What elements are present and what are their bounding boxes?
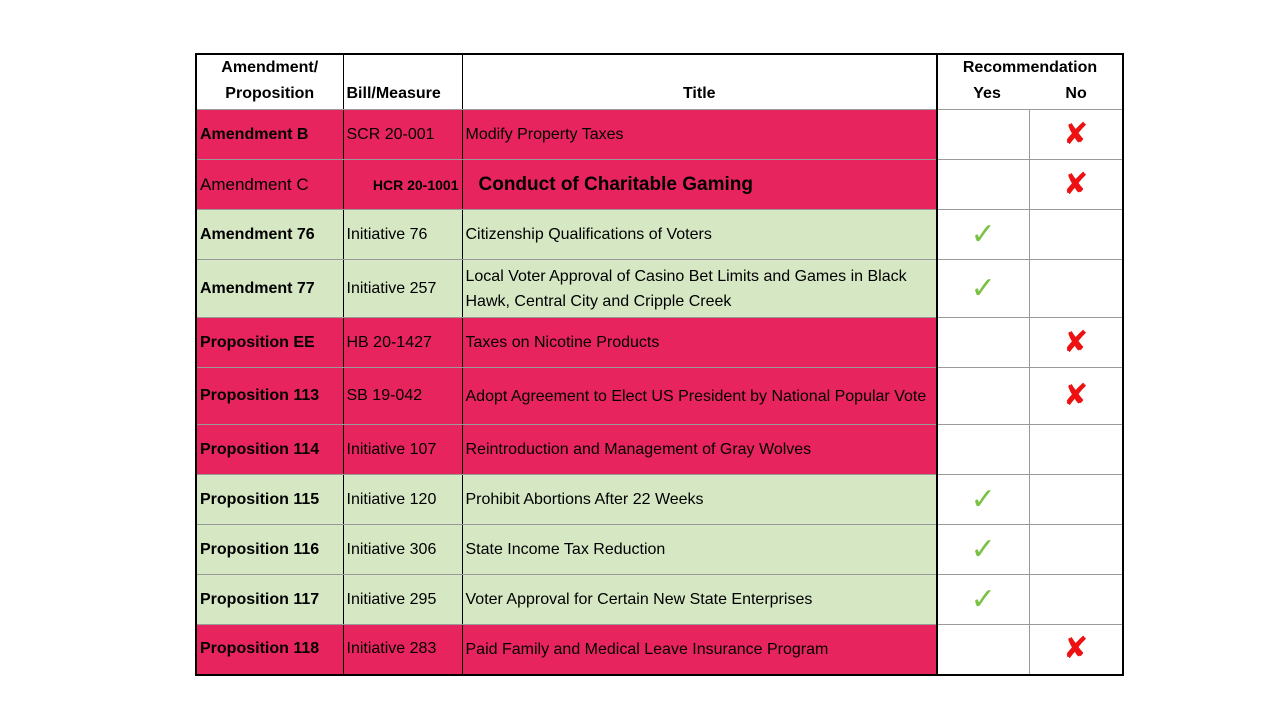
- check-icon: ✓: [970, 481, 996, 517]
- no-cell: [1029, 110, 1123, 160]
- header-no: No: [1065, 85, 1087, 102]
- header-row: [196, 54, 1123, 110]
- yes-cell: [937, 318, 1029, 368]
- x-icon: ✘: [1063, 324, 1089, 360]
- no-cell: [1029, 625, 1123, 675]
- title-cell: Paid Family and Medical Leave Insurance Program: [462, 625, 937, 675]
- no-cell: [1029, 425, 1123, 475]
- bill-cell: Initiative 107: [343, 425, 462, 475]
- table-row: [196, 475, 1123, 525]
- proposition-cell: Proposition 113: [196, 368, 343, 425]
- check-icon: ✓: [970, 216, 996, 252]
- title-cell: Voter Approval for Certain New State Enterprises: [462, 575, 937, 625]
- yes-cell: [937, 475, 1029, 525]
- header-proposition-line2: Proposition: [225, 85, 315, 102]
- no-cell: [1029, 260, 1123, 318]
- bill-cell: Initiative 257: [343, 260, 462, 318]
- header-title: Title: [462, 54, 937, 110]
- table-row: [196, 160, 1123, 210]
- header-recommendation-label: Recommendation: [962, 59, 1098, 76]
- title-cell: State Income Tax Reduction: [462, 525, 937, 575]
- table-row: [196, 260, 1123, 318]
- ballot-recommendation-table: [195, 53, 1124, 676]
- no-cell: [1029, 210, 1123, 260]
- yes-cell: [937, 575, 1029, 625]
- table-row: [196, 425, 1123, 475]
- title-cell: Modify Property Taxes: [462, 110, 937, 160]
- yes-cell: [937, 368, 1029, 425]
- header-yes: Yes: [973, 85, 1001, 102]
- x-icon: ✘: [1063, 378, 1089, 413]
- bill-cell: HB 20-1427: [343, 318, 462, 368]
- yes-cell: [937, 210, 1029, 260]
- table-row: [196, 110, 1123, 160]
- yes-cell: [937, 110, 1029, 160]
- table-row: [196, 368, 1123, 425]
- header-proposition-line1: Amendment/: [221, 59, 319, 76]
- yes-cell: [937, 260, 1029, 318]
- yes-cell: [937, 425, 1029, 475]
- title-cell: Taxes on Nicotine Products: [462, 318, 937, 368]
- yes-cell: [937, 625, 1029, 675]
- table-row: [196, 575, 1123, 625]
- no-cell: [1029, 318, 1123, 368]
- no-cell: [1029, 525, 1123, 575]
- proposition-cell: Proposition 115: [196, 475, 343, 525]
- bill-cell: SB 19-042: [343, 368, 462, 425]
- table-row: [196, 625, 1123, 675]
- x-icon: ✘: [1063, 631, 1089, 667]
- header-bill: Bill/Measure: [343, 54, 462, 110]
- bill-cell: Initiative 283: [343, 625, 462, 675]
- proposition-cell: Proposition EE: [196, 318, 343, 368]
- x-icon: ✘: [1063, 116, 1089, 152]
- bill-cell: Initiative 120: [343, 475, 462, 525]
- bill-cell: Initiative 76: [343, 210, 462, 260]
- yes-cell: [937, 160, 1029, 210]
- check-icon: ✓: [970, 270, 996, 306]
- yes-cell: [937, 525, 1029, 575]
- header-proposition: [196, 54, 343, 110]
- table-row: [196, 318, 1123, 368]
- title-cell: Local Voter Approval of Casino Bet Limits and Games in Black Hawk, Central City and Cripple Creek: [462, 260, 937, 318]
- title-cell: Prohibit Abortions After 22 Weeks: [462, 475, 937, 525]
- title-cell: Conduct of Charitable Gaming: [462, 160, 937, 210]
- proposition-cell: Amendment 77: [196, 260, 343, 318]
- no-cell: [1029, 160, 1123, 210]
- check-icon: ✓: [970, 531, 996, 567]
- proposition-cell: Amendment 76: [196, 210, 343, 260]
- no-cell: [1029, 575, 1123, 625]
- proposition-cell: Amendment B: [196, 110, 343, 160]
- proposition-cell: Proposition 114: [196, 425, 343, 475]
- proposition-cell: Proposition 116: [196, 525, 343, 575]
- x-icon: ✘: [1063, 166, 1089, 202]
- no-cell: [1029, 475, 1123, 525]
- title-cell: Reintroduction and Management of Gray Wolves: [462, 425, 937, 475]
- no-cell: [1029, 368, 1123, 425]
- proposition-cell: Proposition 117: [196, 575, 343, 625]
- proposition-cell: Amendment C: [196, 160, 343, 210]
- check-icon: ✓: [970, 581, 996, 617]
- bill-cell: Initiative 295: [343, 575, 462, 625]
- bill-cell: Initiative 306: [343, 525, 462, 575]
- table-row: [196, 525, 1123, 575]
- header-recommendation: [937, 54, 1123, 110]
- title-cell: Citizenship Qualifications of Voters: [462, 210, 937, 260]
- proposition-cell: Proposition 118: [196, 625, 343, 675]
- table-row: [196, 210, 1123, 260]
- bill-cell: SCR 20-001: [343, 110, 462, 160]
- title-cell: Adopt Agreement to Elect US President by National Popular Vote: [462, 368, 937, 425]
- bill-cell: HCR 20-1001: [343, 160, 462, 210]
